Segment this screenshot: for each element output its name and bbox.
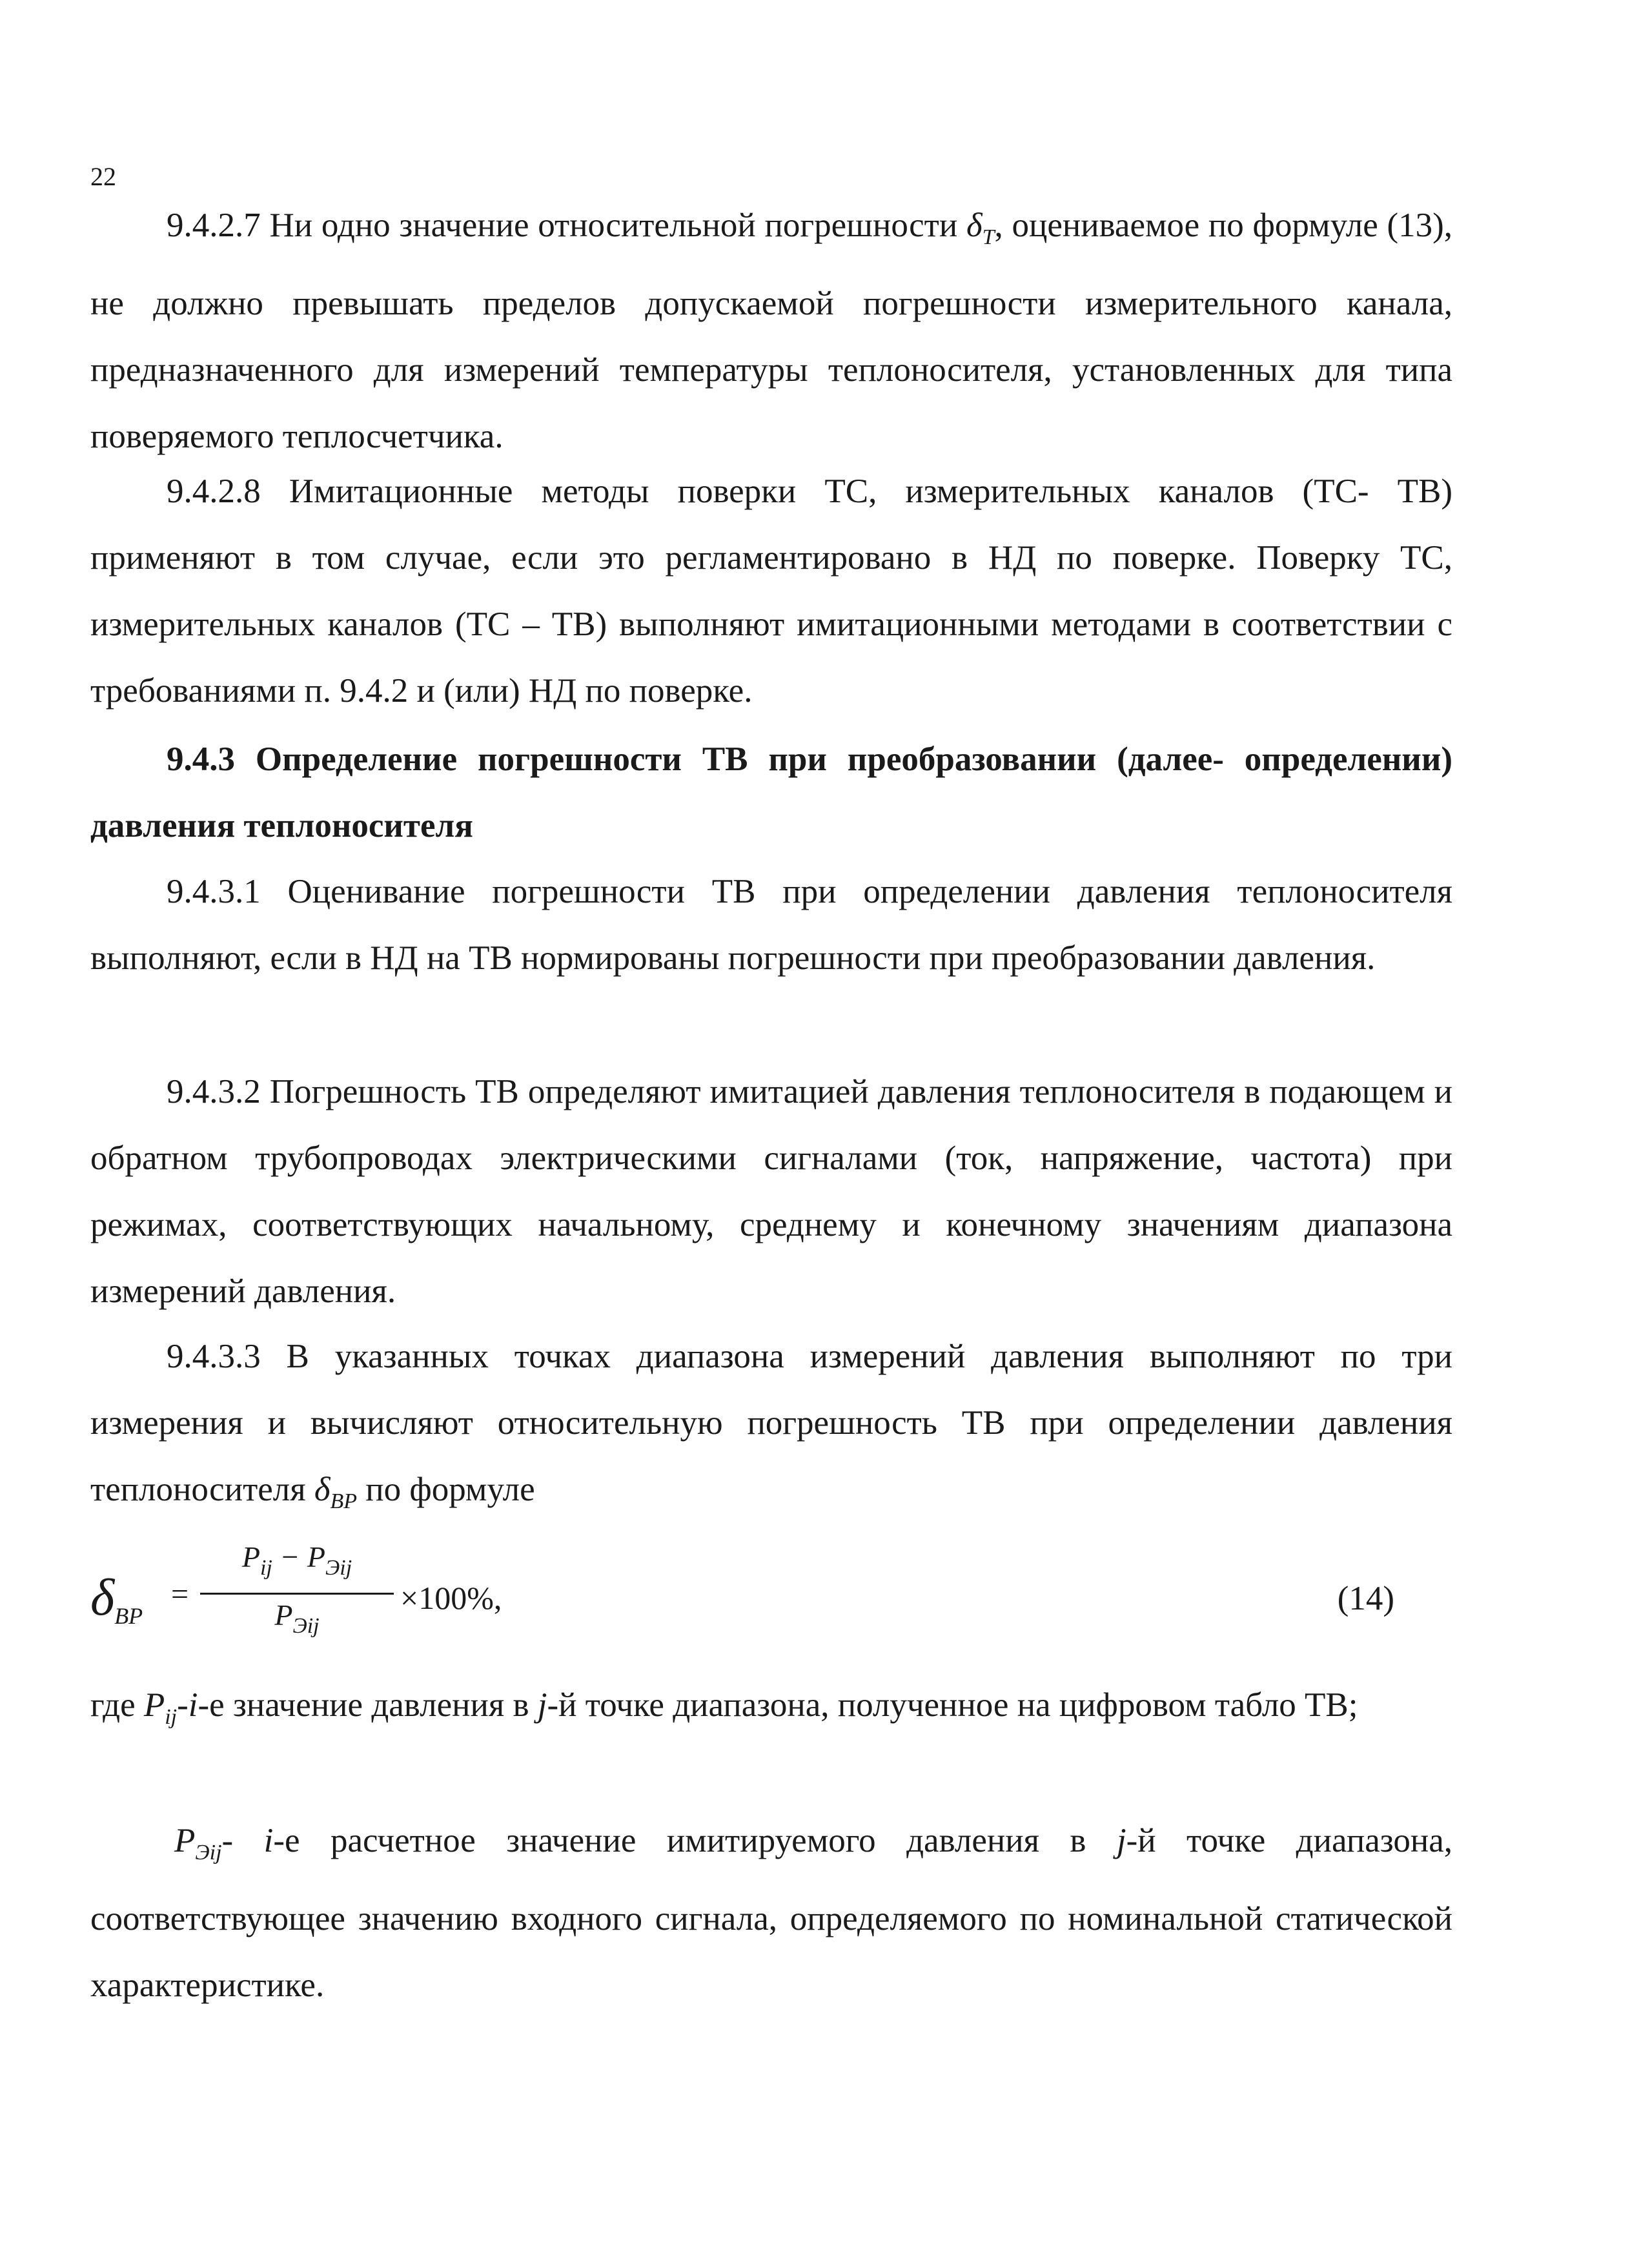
paragraph-9-4-3-3 bbox=[90, 1323, 1452, 1535]
formula-lhs bbox=[90, 1569, 143, 1629]
paragraph-9-4-3-3-text-after: по формуле bbox=[357, 1471, 535, 1508]
pij-subscript: ij bbox=[165, 1705, 178, 1729]
paragraph-9-4-2-8: 9.4.2.8 Имитационные методы поверки ТС, измерительных каналов (ТС- ТВ) применяют в том случае, если это регламентировано в НД по поверке. Поверку ТС, измерительных каналов (ТС – ТВ) выполняют имитационными методами в соответствии с требованиями п. 9.4.2 и (или) НД по поверке. bbox=[90, 473, 1452, 710]
peij-symbol: P bbox=[174, 1822, 196, 1859]
delta-t-symbol: δ bbox=[966, 207, 983, 244]
paragraph-9-4-2-7-text-before: 9.4.2.7 Ни одно значение относительной погрешности bbox=[167, 207, 966, 244]
paragraph-9-4-3-3-text-before: 9.4.3.3 В указанных точках диапазона измерений давления выполняют по три измерения и вычисляют относительную погрешность ТВ при определении давления теплоносителя bbox=[90, 1338, 1452, 1508]
formula-denominator-sub: Эij bbox=[292, 1614, 320, 1638]
paragraph-9-4-2-7-text-after: , оцениваемое по формуле (13), не должно превышать пределов допускаемой погрешности измерительного канала, предназначенного для измерений температуры теплоносителя, установленных для типа поверяемого теплосчетчика. bbox=[90, 207, 1452, 455]
where-peij bbox=[90, 1808, 1452, 2019]
formula-number: (14) bbox=[1337, 1580, 1394, 1617]
formula-numerator-minus: − P bbox=[272, 1540, 325, 1573]
pij-symbol: P bbox=[143, 1686, 165, 1724]
pij-text-a: -е значение давления в bbox=[198, 1686, 538, 1724]
paragraph-9-4-2-7 bbox=[90, 192, 1452, 470]
formula-numerator-sub: ij bbox=[260, 1556, 272, 1580]
peij-text-b: -й точке диапазона, соответствующее значению входного сигнала, определяемого по номинальной статической характеристике. bbox=[90, 1822, 1452, 2004]
formula-numerator-sub2: Эij bbox=[325, 1556, 352, 1580]
where-prefix: где bbox=[90, 1686, 144, 1724]
formula-numerator-p: P bbox=[241, 1540, 260, 1573]
delta-t-subscript: T bbox=[982, 225, 995, 249]
where-pij bbox=[90, 1672, 1452, 1750]
formula-fraction bbox=[200, 1537, 394, 1647]
peij-subscript: Эij bbox=[195, 1841, 222, 1864]
pij-dash: - bbox=[177, 1686, 188, 1724]
pij-i-symbol: i bbox=[188, 1686, 198, 1724]
peij-text-a: -е расчетное значение имитируемого давления в bbox=[273, 1822, 1117, 1859]
formula-tail: ×100%, bbox=[400, 1580, 502, 1616]
formula-lhs-subscript: BP bbox=[114, 1603, 143, 1629]
peij-i-symbol: i bbox=[263, 1822, 274, 1859]
page-number: 22 bbox=[90, 162, 116, 191]
pij-text-b: -й точке диапазона, полученное на цифровом табло ТВ; bbox=[547, 1686, 1358, 1724]
formula-equals: = bbox=[171, 1577, 189, 1611]
formula-denominator bbox=[200, 1595, 394, 1647]
peij-j-symbol: j bbox=[1116, 1822, 1126, 1859]
delta-bp-symbol: δ bbox=[314, 1471, 331, 1508]
paragraph-9-4-3-2: 9.4.3.2 Погрешность ТВ определяют имитацией давления теплоносителя в подающем и обратном трубопроводах электрическими сигналами (ток, напряжение, частота) при режимах, соответствующих начальному, среднему и конечному значениям диапазона измерений давления. bbox=[90, 1073, 1452, 1310]
pij-j-symbol: j bbox=[537, 1686, 547, 1724]
paragraph-9-4-3-1: 9.4.3.1 Оценивание погрешности ТВ при определении давления теплоносителя выполняют, если в НД на ТВ нормированы погрешности при преобразовании давления. bbox=[90, 873, 1452, 977]
delta-bp-subscript: BP bbox=[330, 1489, 358, 1513]
formula-denominator-p: P bbox=[274, 1599, 293, 1631]
heading-9-4-3: 9.4.3 Определение погрешности ТВ при преобразовании (далее- определении) давления теплоносителя bbox=[90, 741, 1452, 844]
formula-numerator bbox=[200, 1537, 394, 1595]
peij-dash: - bbox=[221, 1822, 264, 1859]
formula-lhs-symbol: δ bbox=[90, 1569, 115, 1626]
formula-14 bbox=[90, 1537, 1452, 1659]
